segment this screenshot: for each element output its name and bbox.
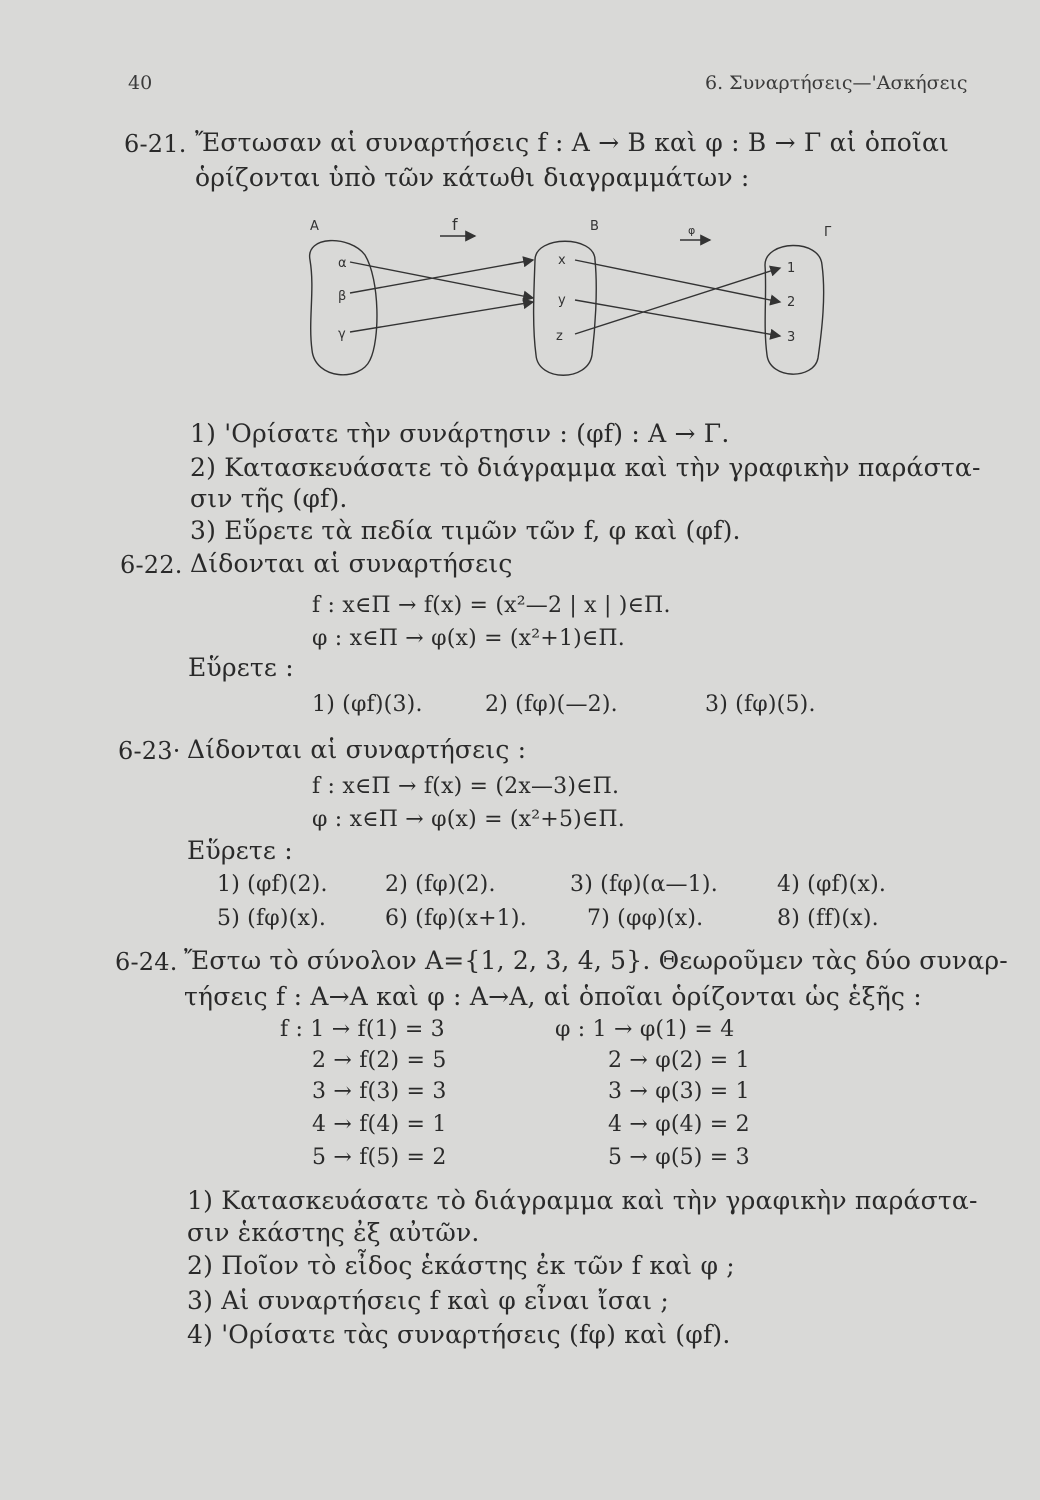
exercise-number-21: 6-21.	[124, 130, 187, 158]
exercise-22-find-label: Εὕρετε :	[188, 653, 294, 682]
exercise-number-22: 6-22.	[120, 551, 183, 579]
phi-table-row-5: 5 → φ(5) = 3	[608, 1145, 750, 1170]
set-a-element-1: α	[338, 256, 347, 271]
exercise-24-question-2: 2) Ποῖον τὸ εἶδος ἑκάστης ἐκ τῶν f καὶ φ ;	[187, 1251, 735, 1280]
exercise-23-find-label: Εὕρετε :	[187, 836, 293, 865]
exercise-23-intro: Δίδονται αἱ συναρτήσεις :	[187, 735, 527, 764]
phi-table-row-2: 2 → φ(2) = 1	[608, 1048, 750, 1073]
exercise-23-item-3: 3) (fφ)(α—1).	[570, 872, 718, 897]
exercise-23-item-5: 5) (fφ)(x).	[217, 906, 327, 931]
set-a-element-2: β	[338, 289, 347, 304]
set-b-element-3: z	[556, 329, 563, 344]
f-table-row-1: f : 1 → f(1) = 3	[280, 1017, 445, 1042]
map-beta-x	[350, 260, 533, 293]
exercise-23-item-2: 2) (fφ)(2).	[385, 872, 496, 897]
exercise-21-question-2b: σιν τῆς (φf).	[190, 484, 348, 513]
exercise-24-question-1a: 1) Κατασκευάσατε τὸ διάγραμμα καὶ τὴν γραφικὴν παράστα-	[187, 1186, 978, 1215]
f-table-row-3: 3 → f(3) = 3	[312, 1079, 447, 1104]
set-a-element-3: γ	[338, 327, 346, 342]
exercise-24-question-3: 3) Αἱ συναρτήσεις f καὶ φ εἶναι ἴσαι ;	[187, 1286, 670, 1315]
set-c-element-1: 1	[787, 261, 796, 276]
phi-table-row-3: 3 → φ(3) = 1	[608, 1079, 750, 1104]
exercise-number-24: 6-24.	[115, 948, 178, 976]
map-alpha-y	[350, 262, 533, 298]
exercise-24-question-4: 4) 'Ορίσατε τὰς συναρτήσεις (fφ) καὶ (φf).	[187, 1320, 731, 1349]
set-a-label: A	[310, 219, 319, 234]
set-c-label: Γ	[824, 225, 832, 240]
exercise-21-question-3: 3) Εὕρετε τὰ πεδία τιμῶν τῶν f, φ καὶ (φf).	[190, 516, 741, 545]
exercise-22-item-3: 3) (fφ)(5).	[705, 692, 816, 717]
exercise-24-line-1: Ἔστω τὸ σύνολον A={1, 2, 3, 4, 5}. Θεωροῦμεν τὰς δύο συναρ-	[184, 946, 1008, 975]
map-x-2	[575, 260, 780, 302]
exercise-24-question-1b: σιν ἑκάστης ἐξ αὐτῶν.	[187, 1218, 480, 1247]
set-b-element-2: y	[558, 293, 566, 308]
f-table-row-5: 5 → f(5) = 2	[312, 1145, 447, 1170]
map-phi-label: φ	[688, 224, 696, 237]
exercise-23-item-7: 7) (φφ)(x).	[587, 906, 704, 931]
map-f-label: f	[452, 215, 458, 234]
exercise-22-f-definition: f : x∈Π → f(x) = (x²—2 | x | )∈Π.	[312, 593, 671, 618]
phi-table-row-1: φ : 1 → φ(1) = 4	[555, 1017, 735, 1042]
map-z-1	[575, 268, 780, 334]
exercise-23-item-4: 4) (φf)(x).	[777, 872, 887, 897]
set-c-element-2: 2	[787, 295, 796, 310]
map-y-3	[575, 300, 780, 336]
exercise-number-23: 6-23·	[118, 737, 181, 765]
exercise-22-phi-definition: φ : x∈Π → φ(x) = (x²+1)∈Π.	[312, 626, 625, 651]
page-number: 40	[128, 72, 153, 94]
exercise-22-item-2: 2) (fφ)(—2).	[485, 692, 618, 717]
exercise-22-intro: Δίδονται αἱ συναρτήσεις	[190, 549, 513, 578]
exercise-23-item-6: 6) (fφ)(x+1).	[385, 906, 527, 931]
phi-table-row-4: 4 → φ(4) = 2	[608, 1112, 750, 1137]
exercise-23-item-8: 8) (ff)(x).	[777, 906, 879, 931]
exercise-24-line-2: τήσεις f : A→A καὶ φ : A→A, αἱ ὁποῖαι ὁρίζονται ὡς ἑξῆς :	[184, 982, 922, 1011]
exercise-21-question-2a: 2) Κατασκευάσατε τὸ διάγραμμα καὶ τὴν γραφικὴν παράστα-	[190, 453, 981, 482]
mapping-diagram	[290, 210, 850, 390]
set-c-element-3: 3	[787, 330, 796, 345]
running-title: 6. Συναρτήσεις—'Ασκήσεις	[705, 72, 968, 94]
f-table-row-2: 2 → f(2) = 5	[312, 1048, 447, 1073]
f-table-row-4: 4 → f(4) = 1	[312, 1112, 447, 1137]
set-b-label: B	[590, 219, 599, 234]
exercise-21-line-2: ὁρίζονται ὑπὸ τῶν κάτωθι διαγραμμάτων :	[195, 163, 750, 192]
set-b-element-1: x	[558, 253, 566, 268]
exercise-23-item-1: 1) (φf)(2).	[217, 872, 328, 897]
exercise-23-phi-definition: φ : x∈Π → φ(x) = (x²+5)∈Π.	[312, 807, 625, 832]
exercise-23-f-definition: f : x∈Π → f(x) = (2x—3)∈Π.	[312, 774, 620, 799]
exercise-21-line-1: Ἔστωσαν αἱ συναρτήσεις f : A → B καὶ φ : B → Γ αἱ ὁποῖαι	[195, 128, 950, 157]
exercise-21-question-1: 1) 'Ορίσατε τὴν συνάρτησιν : (φf) : A → Γ.	[190, 419, 730, 448]
exercise-22-item-1: 1) (φf)(3).	[312, 692, 423, 717]
